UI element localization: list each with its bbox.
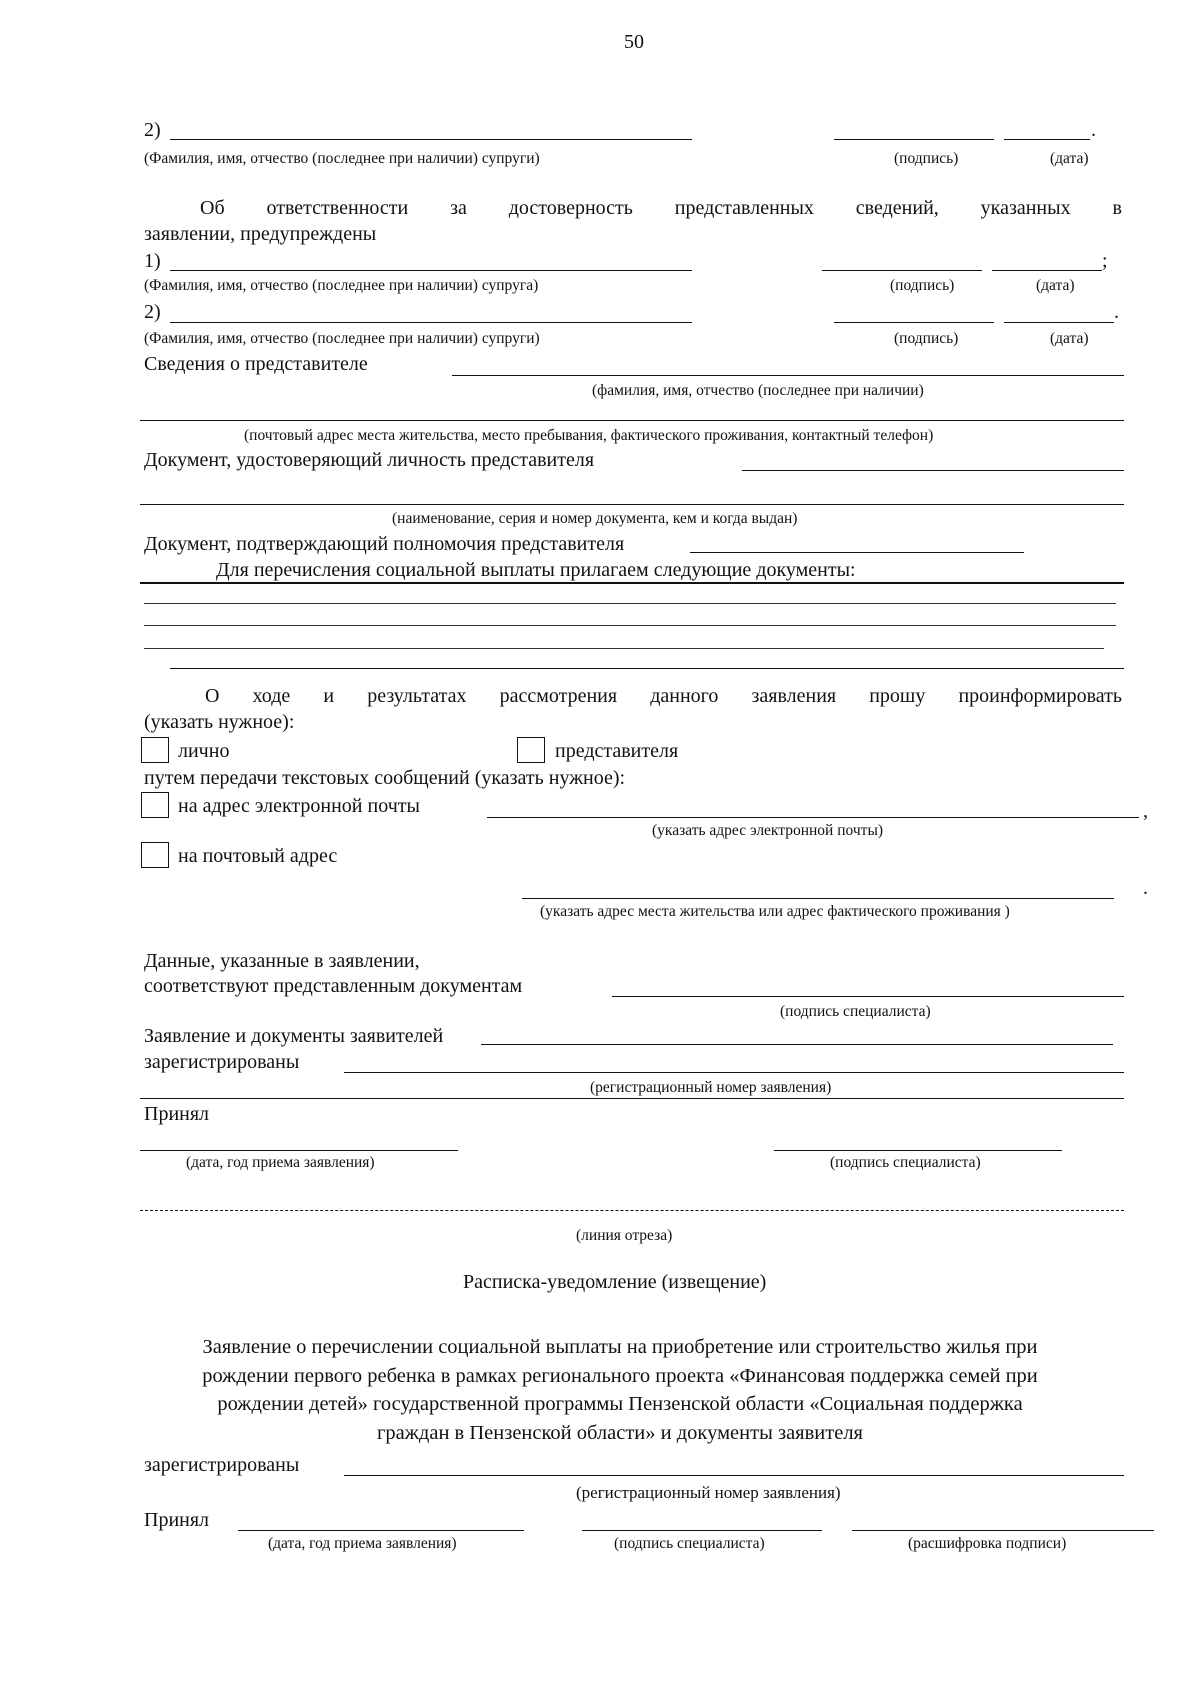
- spouse1-end: ;: [1102, 250, 1108, 272]
- accepted-label: Принял: [144, 1103, 210, 1125]
- id-document-line2[interactable]: [140, 504, 1124, 505]
- personal-label: лично: [178, 740, 230, 762]
- personal-checkbox[interactable]: [141, 737, 169, 763]
- receipt-registration-line[interactable]: [344, 1475, 1124, 1476]
- email-label: на адрес электронной почты: [178, 795, 420, 817]
- page-number: 50: [624, 31, 644, 53]
- word: результатах: [367, 685, 467, 707]
- registration-line-c[interactable]: [140, 1098, 1124, 1099]
- authority-document-line[interactable]: [690, 552, 1024, 553]
- spouse2-top-sign-line[interactable]: [834, 139, 994, 140]
- post-label: на почтовый адрес: [178, 845, 338, 867]
- spouse2-date-line[interactable]: [1004, 322, 1114, 323]
- representative-address-caption: (почтовый адрес места жительства, место пребывания, фактического проживания, контактный телефон): [244, 427, 934, 444]
- representative-checkbox[interactable]: [517, 737, 545, 763]
- post-end: .: [1143, 877, 1148, 899]
- accepted-sign-caption: (подпись специалиста): [830, 1154, 981, 1171]
- post-line[interactable]: [522, 898, 1114, 899]
- spouse2-caption: (Фамилия, имя, отчество (последнее при наличии) супруги): [144, 330, 540, 347]
- receipt-accepted-label: Принял: [144, 1509, 210, 1531]
- receipt-decode-caption: (расшифровка подписи): [908, 1535, 1067, 1552]
- word: указанных: [980, 197, 1071, 219]
- word: О: [205, 685, 220, 707]
- registration-caption: (регистрационный номер заявления): [590, 1079, 832, 1096]
- id-document-label: Документ, удостоверяющий личность представителя: [144, 449, 595, 471]
- email-checkbox[interactable]: [141, 792, 169, 818]
- word: заявления: [751, 685, 837, 707]
- word: данного: [650, 685, 719, 707]
- spouse1-name-line[interactable]: [170, 270, 692, 271]
- representative-label: Сведения о представителе: [144, 353, 368, 375]
- spouse2-end: .: [1114, 301, 1119, 323]
- spouse2-sign-line[interactable]: [834, 322, 994, 323]
- id-document-caption: (наименование, серия и номер документа, кем и когда выдан): [392, 510, 798, 527]
- word: сведений,: [855, 197, 939, 219]
- word: за: [450, 197, 467, 219]
- spouse2-top-date-caption: (дата): [1050, 150, 1089, 167]
- representative-option-label: представителя: [555, 740, 679, 762]
- spouse1-number: 1): [144, 250, 161, 272]
- spouse2-top-number: 2): [144, 119, 161, 141]
- word: и: [323, 685, 335, 707]
- accepted-date-line[interactable]: [140, 1150, 458, 1151]
- verification-line2: соответствуют представленным документам: [144, 975, 523, 997]
- spouse1-date-caption: (дата): [1036, 277, 1075, 294]
- word: Об: [200, 197, 225, 219]
- documents-line-2[interactable]: [144, 625, 1116, 626]
- registration-line2: зарегистрированы: [144, 1051, 300, 1073]
- receipt-date-line[interactable]: [238, 1530, 524, 1531]
- verification-sign-line[interactable]: [612, 996, 1124, 997]
- spouse2-top-date-line[interactable]: [1004, 139, 1090, 140]
- spouse1-date-line[interactable]: [992, 270, 1102, 271]
- spouse2-top-caption: (Фамилия, имя, отчество (последнее при наличии) супруги): [144, 150, 540, 167]
- cut-line-caption: (линия отреза): [576, 1227, 673, 1244]
- inform-line1: [205, 686, 1122, 706]
- receipt-sign-line[interactable]: [582, 1530, 822, 1531]
- spouse2-date-caption: (дата): [1050, 330, 1089, 347]
- word: ходе: [252, 685, 291, 707]
- post-checkbox[interactable]: [141, 842, 169, 868]
- post-caption: (указать адрес места жительства или адрес фактического проживания ): [540, 903, 1010, 920]
- receipt-title: Расписка-уведомление (извещение): [463, 1271, 767, 1293]
- receipt-body-line: рождении детей» государственной программы Пензенской области «Социальная поддержка: [217, 1393, 1023, 1415]
- receipt-body-line: Заявление о перечислении социальной выплаты на приобретение или строительство жилья при: [202, 1336, 1038, 1358]
- documents-underline: [140, 582, 1124, 584]
- registration-line-a[interactable]: [481, 1044, 1113, 1045]
- responsibility-line2: заявлении, предупреждены: [144, 223, 377, 245]
- inform-line2: (указать нужное):: [144, 711, 295, 733]
- email-line[interactable]: [487, 817, 1139, 818]
- receipt-registration-caption: (регистрационный номер заявления): [576, 1483, 841, 1502]
- verification-caption: (подпись специалиста): [780, 1003, 931, 1020]
- representative-name-caption: (фамилия, имя, отчество (последнее при наличии): [592, 382, 924, 399]
- word: в: [1112, 197, 1122, 219]
- spouse2-name-line[interactable]: [170, 322, 692, 323]
- representative-name-line[interactable]: [452, 375, 1124, 376]
- email-end: ,: [1143, 800, 1148, 822]
- word: достоверность: [508, 197, 633, 219]
- receipt-sign-caption: (подпись специалиста): [614, 1535, 765, 1552]
- receipt-date-caption: (дата, год приема заявления): [268, 1535, 457, 1552]
- email-caption: (указать адрес электронной почты): [652, 822, 884, 839]
- word: проинформировать: [958, 685, 1122, 707]
- receipt-body-line: рождении первого ребенка в рамках регионального проекта «Финансовая поддержка семей при: [202, 1364, 1038, 1387]
- spouse2-top-sign-caption: (подпись): [894, 150, 959, 167]
- spouse2-top-name-line[interactable]: [170, 139, 692, 140]
- accepted-sign-line[interactable]: [774, 1150, 1062, 1151]
- receipt-body-line: граждан в Пензенской области» и документы заявителя: [377, 1421, 863, 1444]
- registration-line-b[interactable]: [344, 1072, 1124, 1073]
- word: ответственности: [266, 197, 409, 219]
- spouse1-sign-line[interactable]: [822, 270, 982, 271]
- spouse1-caption: (Фамилия, имя, отчество (последнее при наличии) супруга): [144, 277, 539, 294]
- spouse2-sign-caption: (подпись): [894, 330, 959, 347]
- documents-line-1[interactable]: [144, 603, 1116, 604]
- receipt-registered-label: зарегистрированы: [144, 1454, 300, 1476]
- word: представленных: [674, 197, 814, 219]
- receipt-body: [120, 1333, 1120, 1447]
- messages-label: путем передачи текстовых сообщений (указать нужное):: [144, 767, 626, 789]
- documents-line-4[interactable]: [170, 668, 1124, 669]
- spouse2-top-end: .: [1091, 119, 1096, 141]
- id-document-line1[interactable]: [742, 470, 1124, 471]
- documents-label: Для перечисления социальной выплаты прилагаем следующие документы:: [216, 559, 856, 581]
- authority-document-label: Документ, подтверждающий полномочия представителя: [144, 533, 625, 555]
- spouse2-number: 2): [144, 301, 161, 323]
- receipt-decode-line[interactable]: [852, 1530, 1154, 1531]
- documents-line-3[interactable]: [144, 648, 1104, 649]
- verification-line1: Данные, указанные в заявлении,: [144, 950, 420, 972]
- word: прошу: [869, 685, 926, 707]
- word: рассмотрения: [499, 685, 618, 707]
- spouse1-sign-caption: (подпись): [890, 277, 955, 294]
- responsibility-line1: [200, 198, 1122, 218]
- cut-line: [140, 1210, 1124, 1211]
- registration-line1: Заявление и документы заявителей: [144, 1025, 444, 1047]
- representative-address-line[interactable]: [140, 420, 1124, 421]
- accepted-date-caption: (дата, год приема заявления): [186, 1154, 375, 1171]
